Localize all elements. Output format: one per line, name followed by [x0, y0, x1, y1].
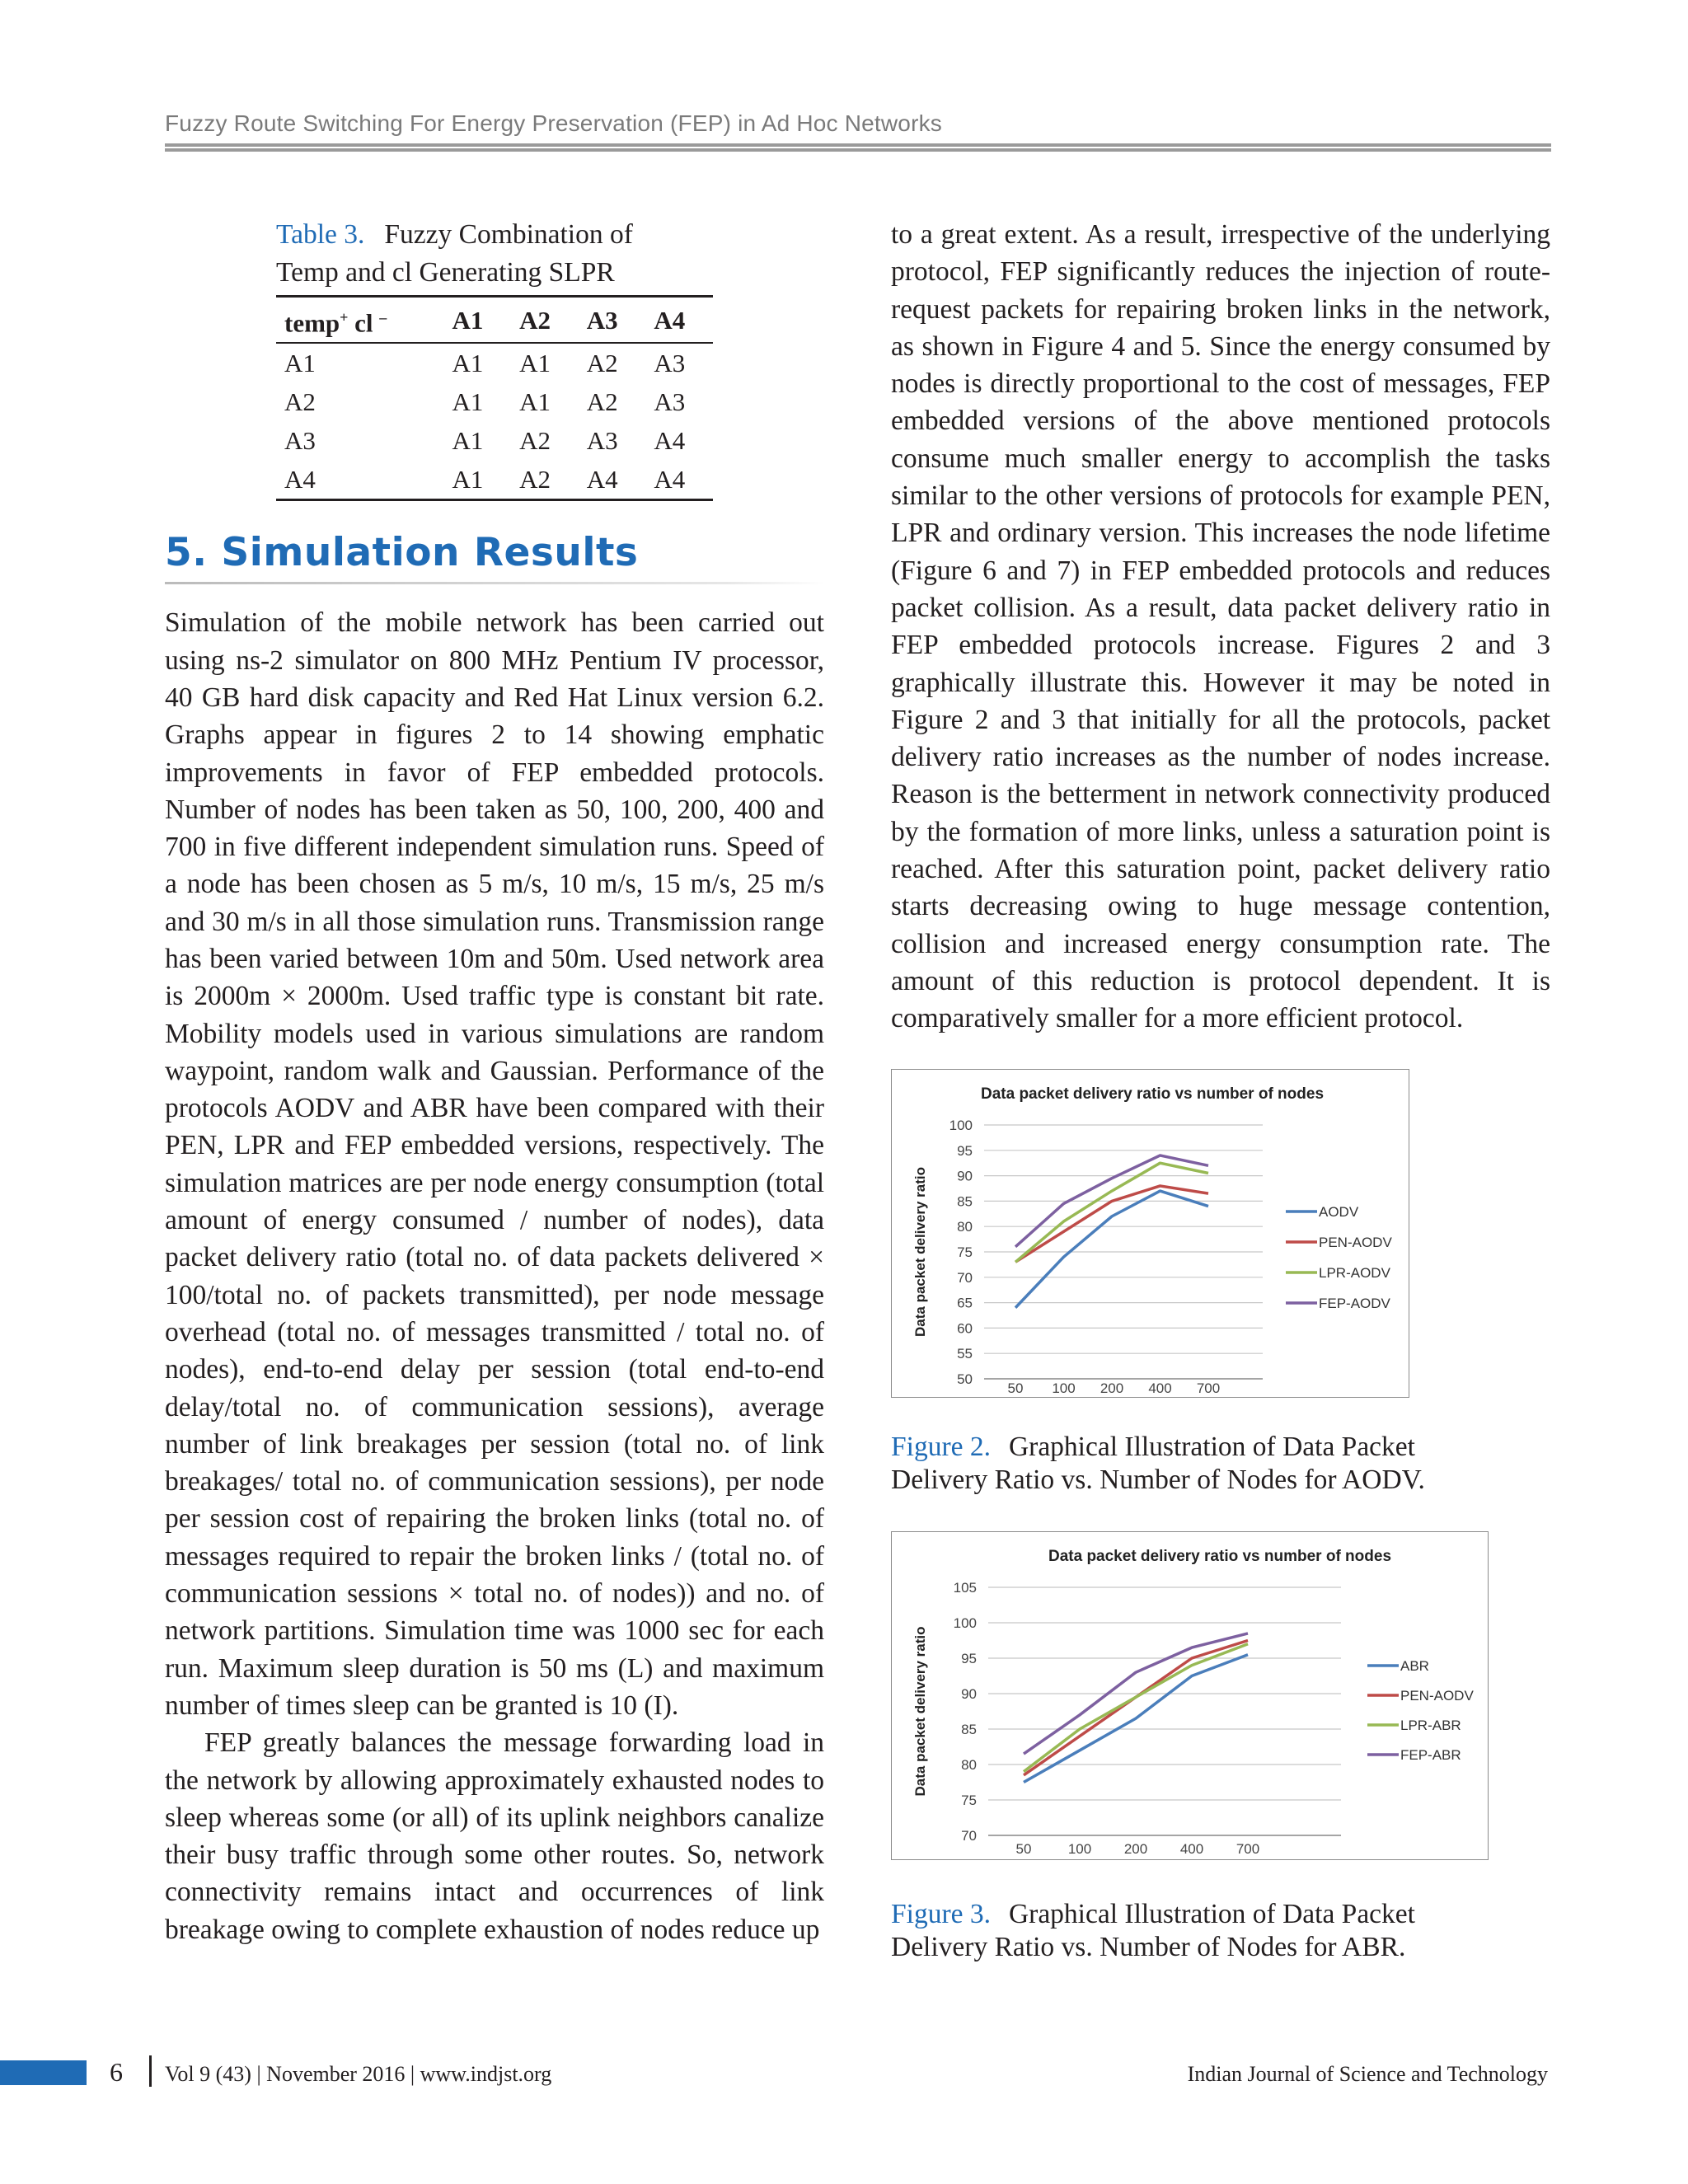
- y-tick-label: 70: [957, 1269, 973, 1286]
- table-row: [276, 460, 713, 500]
- table-cell: A2: [586, 349, 618, 378]
- table-cell: A1: [519, 349, 551, 378]
- table-cell: A4: [284, 465, 316, 494]
- table-cell: A1: [452, 387, 484, 417]
- table-cell: A1: [452, 465, 484, 494]
- table-caption-line1: Fuzzy Combination of: [384, 219, 633, 250]
- legend-label: PEN-AODV: [1400, 1687, 1474, 1704]
- x-tick-label: 400: [1179, 1840, 1204, 1857]
- figure-2-chart: [891, 1069, 1409, 1398]
- table-cell: A4: [654, 426, 686, 456]
- table-cell: A1: [519, 387, 551, 417]
- abr-delivery-chart: [892, 1532, 1488, 1859]
- table-header-cell: A2: [511, 297, 579, 344]
- section-rule: [165, 582, 824, 584]
- right-column: [891, 216, 1550, 1964]
- x-tick-label: 700: [1236, 1840, 1260, 1857]
- running-head: Fuzzy Route Switching For Energy Preservation (FEP) in Ad Hoc Networks: [165, 110, 943, 136]
- body-paragraph: FEP greatly balances the message forwarding load in the network by allowing approximately exhausted nodes to sleep whereas some (or all) of its uplink neighbors canalize their busy traffic through some other routes. So, network connectivity remains intact and occurrences of link breakage owing to complete exhaustion of nodes reduce up: [165, 1727, 824, 1945]
- legend-label: FEP-AODV: [1319, 1295, 1390, 1311]
- y-tick-label: 95: [957, 1142, 973, 1159]
- x-tick-label: 700: [1196, 1380, 1221, 1396]
- table-label: Table 3.: [276, 219, 365, 250]
- header-rule: [165, 143, 1551, 152]
- table-cell: A2: [586, 387, 618, 417]
- x-tick-label: 100: [1067, 1840, 1092, 1857]
- table-header-cell: A1: [443, 297, 511, 344]
- table-header-cell: A3: [579, 297, 646, 344]
- legend-label: LPR-ABR: [1400, 1717, 1461, 1733]
- table-row: [276, 343, 713, 382]
- y-tick-label: 95: [961, 1650, 977, 1666]
- series-line-aodv: [1015, 1191, 1208, 1308]
- legend-label: FEP-ABR: [1400, 1746, 1461, 1763]
- table-cell: A3: [284, 426, 316, 456]
- table-cell: A3: [654, 349, 686, 378]
- y-axis-label: Data packet delivery ratio: [912, 1626, 928, 1797]
- table-caption: [276, 216, 713, 292]
- footer-journal: Indian Journal of Science and Technology: [1187, 2062, 1548, 2086]
- table-caption-line2: Temp and cl Generating SLPR: [276, 257, 615, 288]
- table-cell: A1: [284, 349, 316, 378]
- section-heading: 5. Simulation Results: [165, 530, 639, 576]
- left-column: [165, 216, 824, 1948]
- y-tick-label: 105: [953, 1579, 977, 1596]
- legend-label: LPR-AODV: [1319, 1264, 1390, 1281]
- y-tick-label: 55: [957, 1345, 973, 1361]
- y-tick-label: 85: [957, 1193, 973, 1209]
- table-cell: A1: [452, 426, 484, 456]
- table-header-row: [276, 297, 713, 344]
- figure-caption-line1: Graphical Illustration of Data Packet: [1008, 1431, 1415, 1462]
- x-tick-label: 400: [1148, 1380, 1172, 1396]
- y-tick-label: 90: [961, 1685, 977, 1702]
- chart-title: Data packet delivery ratio vs number of nodes: [1048, 1547, 1392, 1565]
- legend-label: PEN-AODV: [1319, 1234, 1392, 1250]
- x-tick-label: 100: [1052, 1380, 1076, 1396]
- figure-caption-line1: Graphical Illustration of Data Packet: [1008, 1898, 1415, 1929]
- figure-label: Figure 3.: [891, 1898, 991, 1929]
- body-paragraph: to a great extent. As a result, irrespective of the underlying protocol, FEP significantly reduces the injection of route-request packets for repairing broken links in the network, as shown in Figure 4 and 5. Since the energy consumed by nodes is directly proportional to the cost of messages, FEP embedded versions of the above mentioned protocols consume much smaller energy to accomplish the tasks similar to the other versions of protocols for example PEN, LPR and ordinary version. This increases the node lifetime (Figure 6 and 7) in FEP embedded protocols and reduces packet collision. As a result, data packet delivery ratio in FEP embedded protocols increase. Figures 2 and 3 graphically illustrate this. However it may be noted in Figure 2 and 3 that initially for all the protocols, packet delivery ratio increases as the number of nodes increase. Reason is the betterment in network connectivity produced by the formation of more links, unless a saturation point is reached. After this saturation point, packet delivery ratio starts decreasing owing to huge message contention, collision and increased energy consumption rate. The amount of this reduction is protocol dependent. It is comparatively smaller for a more efficient protocol.: [891, 219, 1550, 1034]
- y-tick-label: 50: [957, 1371, 973, 1387]
- y-tick-label: 70: [961, 1827, 977, 1844]
- fuzzy-combination-table: [276, 295, 713, 501]
- y-tick-label: 100: [953, 1615, 977, 1631]
- y-tick-label: 90: [957, 1168, 973, 1184]
- y-tick-label: 80: [957, 1218, 973, 1235]
- body-paragraph: Simulation of the mobile network has been carried out using ns-2 simulator on 800 MHz Pentium IV processor, 40 GB hard disk capacity and Red Hat Linux version 6.2. Graphs appear in figures 2 to 14 showing emphatic improvements in favor of FEP embedded protocols. Number of nodes has been taken as 50, 100, 200, 400 and 700 in five different independent simulation runs. Speed of a node has been chosen as 5 m/s, 10 m/s, 15 m/s, 25 m/s and 30 m/s in all those simulation runs. Transmission range has been varied between 10m and 50m. Used network area is 2000m × 2000m. Used traffic type is constant bit rate. Mobility models used in various simulations are random waypoint, random walk and Gaussian. Performance of the protocols AODV and ABR have been compared with their PEN, LPR and FEP embedded versions, respectively. The simulation matrices are per node energy consumption (total amount of energy consumed / number of nodes), data packet delivery ratio (total no. of data packets delivered × 100/total no. of packets transmitted), per node message overhead (total no. of messages transmitted / total no. of nodes), end-to-end delay per session (total end-to-end delay/total no. of communication sessions), average number of link breakages per session (total no. of link breakages/ total no. of communication sessions), per node per session cost of repairing the broken links (total no. of messages required to repair the broken links / (total no. of communication sessions × total no. of nodes)) and no. of network partitions. Simulation time was 1000 sec for each run. Maximum sleep duration is 50 ms (L) and maximum number of times sleep can be granted is 10 (I).: [165, 607, 824, 1721]
- y-tick-label: 75: [961, 1792, 977, 1808]
- table-cell: A2: [284, 387, 316, 417]
- table-cell: A2: [519, 465, 551, 494]
- aodv-delivery-chart: [892, 1070, 1409, 1397]
- y-tick-label: 100: [949, 1117, 973, 1133]
- footer-accent-bar: [0, 2060, 87, 2085]
- figure-3-chart: [891, 1531, 1489, 1860]
- table-row: [276, 382, 713, 421]
- chart-title: Data packet delivery ratio vs number of nodes: [980, 1085, 1325, 1103]
- table-cell: A3: [586, 426, 618, 456]
- table-cell: A1: [452, 349, 484, 378]
- x-tick-label: 200: [1123, 1840, 1148, 1857]
- table-cell: A4: [654, 465, 686, 494]
- figure-caption-line2: Delivery Ratio vs. Number of Nodes for AODV.: [891, 1464, 1425, 1495]
- page-number: 6: [110, 2057, 123, 2087]
- y-axis-label: Data packet delivery ratio: [912, 1166, 928, 1337]
- figure-caption-line2: Delivery Ratio vs. Number of Nodes for ABR.: [891, 1931, 1406, 1962]
- y-tick-label: 80: [961, 1756, 977, 1773]
- legend-label: AODV: [1319, 1203, 1359, 1220]
- table-cell: A2: [519, 426, 551, 456]
- figure-3-caption: [891, 1898, 1550, 1964]
- y-tick-label: 60: [957, 1319, 973, 1336]
- footer-separator: [149, 2055, 152, 2087]
- x-tick-label: 50: [1015, 1840, 1032, 1857]
- table-cell: A4: [586, 465, 618, 494]
- x-tick-label: 50: [1007, 1380, 1024, 1396]
- x-tick-label: 200: [1100, 1380, 1124, 1396]
- table-header-corner: temp+ cl –: [276, 297, 443, 344]
- series-line-pen-aodv: [1024, 1640, 1248, 1774]
- table-header-cell: A4: [645, 297, 713, 344]
- table-3: [276, 216, 713, 501]
- figure-2-caption: [891, 1431, 1550, 1497]
- table-row: [276, 421, 713, 460]
- y-tick-label: 75: [957, 1244, 973, 1260]
- y-tick-label: 65: [957, 1295, 973, 1311]
- legend-label: ABR: [1400, 1657, 1429, 1674]
- footer-issue: Vol 9 (43) | November 2016 | www.indjst.org: [165, 2062, 552, 2086]
- y-tick-label: 85: [961, 1721, 977, 1737]
- figure-label: Figure 2.: [891, 1431, 991, 1462]
- table-cell: A3: [654, 387, 686, 417]
